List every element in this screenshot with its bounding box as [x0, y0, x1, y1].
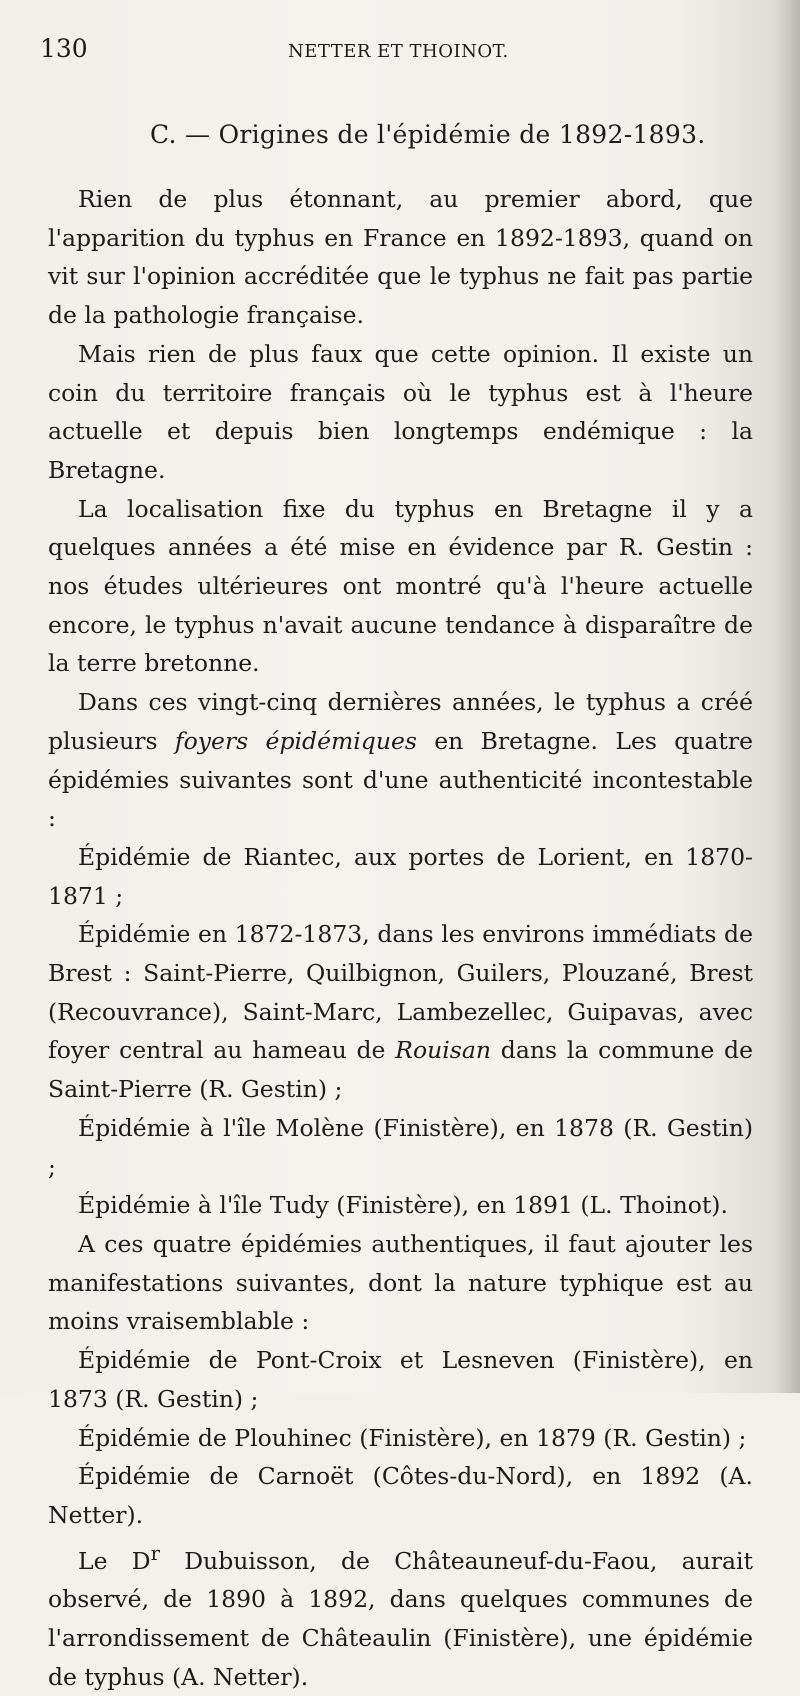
- dubuisson-text-after: Dubuisson, de Châteauneuf-du-Faou, aurait observé, de 1890 à 1892, dans quelques communes de l'arrondissement de Châteaulin (Finistère), une épidémie de typhus (A. Netter).: [48, 1546, 753, 1691]
- body-text: [48, 180, 753, 1696]
- brest-text-after: dans la commune de Saint-Pierre (R. Gestin) ;: [48, 1036, 753, 1104]
- paragraph-4-text-after: en Bretagne. Les quatre épidémies suivantes sont d'une authenticité incontestable :: [48, 726, 754, 833]
- page-header: [40, 34, 740, 68]
- paragraph-4: [48, 683, 753, 838]
- dubuisson-text-before: Le D: [78, 1546, 151, 1575]
- paragraph-1: Rien de plus étonnant, au premier abord, que l'apparition du typhus en France en 1892-1893, quand on vit sur l'opinion accréditée que le typhus ne fait pas partie de la pathologie française.: [48, 185, 753, 330]
- dubuisson-superscript: r: [150, 1541, 160, 1565]
- paragraph-dubuisson: [48, 1535, 753, 1696]
- brest-text-before: Épidémie en 1872-1873, dans les environs immédiats de Brest : Saint-Pierre, Quilbignon, Guilers, Plouzané, Brest (Recouvrance), Saint-Marc, Lambezellec, Guipavas, avec foyer central au hameau de: [48, 920, 753, 1065]
- paragraph-4-italic-term: foyers épidémiques: [174, 726, 417, 755]
- list-item-molene: Épidémie à l'île Molène (Finistère), en 1878 (R. Gestin) ;: [48, 1113, 753, 1181]
- page-edge-shadow: [774, 0, 800, 1393]
- paragraph-2: Mais rien de plus faux que cette opinion. Il existe un coin du territoire français où le typhus est à l'heure actuelle et depuis bien longtemps endémique : la Bretagne.: [48, 339, 753, 484]
- list-item-plouhinec: Épidémie de Plouhinec (Finistère), en 1879 (R. Gestin) ;: [78, 1423, 747, 1452]
- paragraph-3: La localisation fixe du typhus en Bretagne il y a quelques années a été mise en évidence par R. Gestin : nos études ultérieures ont montré qu'à l'heure actuelle encore, le typhus n'avait aucune tendance à disparaître de la terre bretonne.: [48, 494, 753, 678]
- list-item-carnoet: Épidémie de Carnoët (Côtes-du-Nord), en 1892 (A. Netter).: [48, 1462, 753, 1529]
- page-number: 130: [40, 34, 88, 63]
- brest-italic-term: Rouisan: [395, 1036, 491, 1065]
- paragraph-additional: A ces quatre épidémies authentiques, il faut ajouter les manifestations suivantes, dont la nature typhique est au moins vraisemblable :: [48, 1229, 753, 1336]
- running-head: NETTER ET THOINOT.: [288, 41, 509, 62]
- list-item-tudy: Épidémie à l'île Tudy (Finistère), en 1891 (L. Thoinot).: [78, 1191, 728, 1220]
- list-item-riantec: Épidémie de Riantec, aux portes de Lorient, en 1870-1871 ;: [48, 842, 753, 910]
- paragraph-4-text-before: Dans ces vingt-cinq dernières années, le typhus a créé plusieurs: [48, 688, 753, 755]
- list-item-pont-croix: Épidémie de Pont-Croix et Lesneven (Finistère), en 1873 (R. Gestin) ;: [48, 1346, 753, 1413]
- section-title: C. — Origines de l'épidémie de 1892-1893.: [150, 120, 706, 149]
- list-item-brest: [48, 915, 753, 1109]
